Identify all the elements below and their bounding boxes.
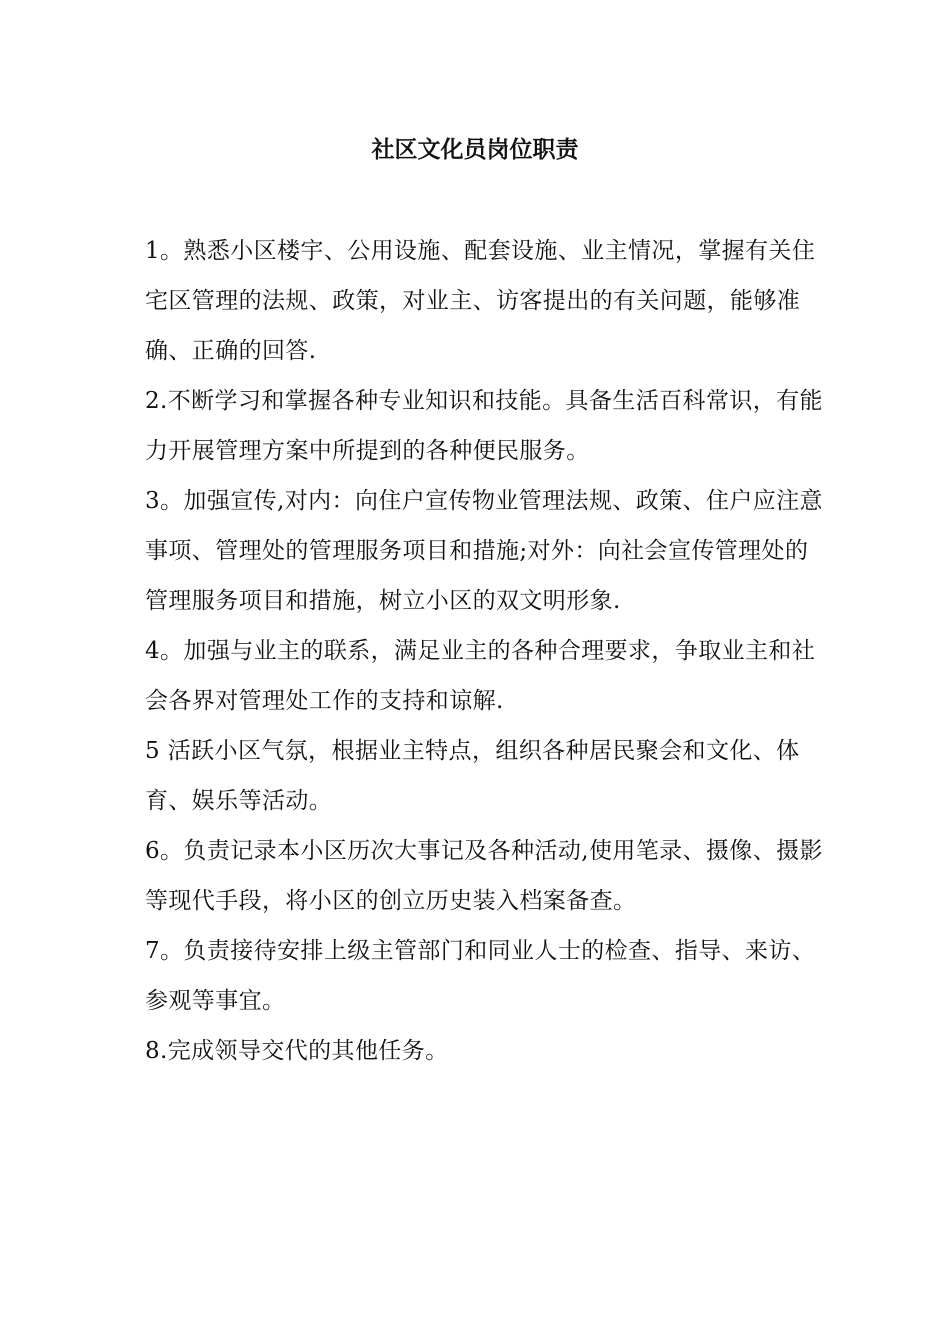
document-title: 社区文化员岗位职责 [371, 136, 579, 163]
duty-item-6: 6。负责记录本小区历次大事记及各种活动,使用笔录、摄像、摄影等现代手段，将小区的创立历史装入档案备查。 [145, 838, 823, 914]
document-body [145, 226, 830, 1076]
duty-item-5: 5 活跃小区气氛，根据业主特点，组织各种居民聚会和文化、体育、娱乐等活动。 [145, 738, 800, 814]
duty-item-1: 1。熟悉小区楼宇、公用设施、配套设施、业主情况，掌握有关住宅区管理的法规、政策，对业主、访客提出的有关问题，能够准确、正确的回答. [145, 238, 816, 364]
duty-item-8: 8.完成领导交代的其他任务。 [145, 1038, 449, 1064]
duty-item-4: 4。加强与业主的联系，满足业主的各种合理要求，争取业主和社会各界对管理处工作的支持和谅解. [145, 638, 816, 714]
duty-item-3: 3。加强宣传,对内：向住户宣传物业管理法规、政策、住户应注意事项、管理处的管理服务项目和措施;对外：向社会宣传管理处的管理服务项目和措施，树立小区的双文明形象. [145, 488, 823, 614]
duty-item-2: 2.不断学习和掌握各种专业知识和技能。具备生活百科常识，有能力开展管理方案中所提到的各种便民服务。 [145, 388, 823, 464]
duty-item-7: 7。负责接待安排上级主管部门和同业人士的检查、指导、来访、参观等事宜。 [145, 938, 816, 1014]
